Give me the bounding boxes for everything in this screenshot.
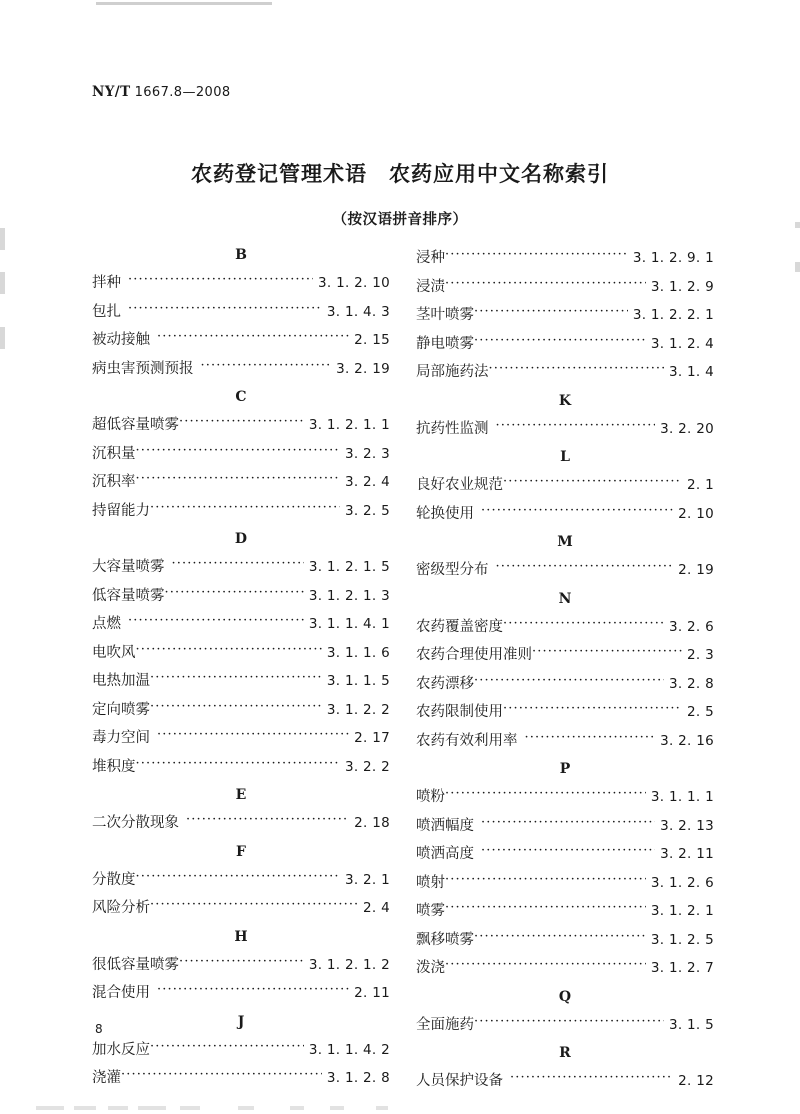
index-entry-term: 喷洒高度 xyxy=(416,846,474,862)
dot-leader xyxy=(179,415,304,429)
dot-leader xyxy=(128,273,313,287)
index-entry xyxy=(416,362,714,380)
index-entry-term: 轮换使用 xyxy=(416,505,474,522)
index-entry-reference: 3. 1. 2. 4 xyxy=(650,335,714,352)
index-entry-reference: 2. 5 xyxy=(687,704,714,720)
index-entry xyxy=(416,475,714,493)
scan-artifact-left-2 xyxy=(0,272,5,294)
dot-leader xyxy=(445,787,646,801)
title-block xyxy=(0,160,800,229)
index-entry-reference: 2. 17 xyxy=(354,730,390,746)
running-header xyxy=(92,84,231,100)
index-entry-term: 分散度 xyxy=(92,871,136,888)
index-entry-reference: 2. 19 xyxy=(678,562,714,578)
index-entry-term: 毒力空间 xyxy=(92,730,150,746)
index-entry-term: 拌种 xyxy=(92,275,121,291)
index-entry-reference: 3. 1. 1. 4. 1 xyxy=(308,616,390,632)
dot-leader xyxy=(474,334,646,348)
index-entry xyxy=(92,1040,390,1058)
dot-leader xyxy=(150,1040,304,1054)
dot-leader xyxy=(474,305,628,319)
dot-leader xyxy=(165,586,304,600)
section-letter-r: R xyxy=(559,1045,571,1061)
index-entry-reference: 3. 1. 2. 1. 3 xyxy=(308,587,390,604)
index-entry xyxy=(92,330,390,348)
index-entry-reference: 2. 18 xyxy=(354,815,390,831)
page-subtitle: （按汉语拼音排序） xyxy=(332,211,468,229)
index-entry-term: 农药合理使用准则 xyxy=(416,647,532,663)
dot-leader xyxy=(157,330,349,344)
section-letter-q: Q xyxy=(558,988,572,1005)
dot-leader xyxy=(201,359,332,373)
dot-leader xyxy=(121,1068,322,1082)
index-entry-term: 喷洒幅度 xyxy=(416,817,474,834)
index-entry xyxy=(416,617,714,635)
index-entry xyxy=(416,248,714,266)
dot-leader xyxy=(445,958,646,972)
index-entry-reference: 3. 1. 2. 5 xyxy=(650,931,714,948)
scan-artifact-top xyxy=(96,2,272,5)
index-entry-term: 抗药性监测 xyxy=(416,420,489,437)
index-entry-term: 沉积率 xyxy=(92,474,136,490)
index-entry xyxy=(92,586,390,604)
index-entry-reference: 3. 1. 1. 5 xyxy=(326,673,390,689)
index-entry-reference: 3. 2. 16 xyxy=(660,732,714,749)
dot-leader xyxy=(481,844,655,858)
index-entry-reference: 3. 1. 2. 7 xyxy=(650,960,714,976)
section-letter-f: F xyxy=(236,843,246,860)
scan-artifact-bottom-7 xyxy=(290,1106,304,1110)
dot-leader xyxy=(150,898,358,912)
index-entry-term: 密级型分布 xyxy=(416,562,489,578)
section-letter-e: E xyxy=(235,787,247,803)
index-entry-term: 电热加温 xyxy=(92,673,150,689)
index-entry-reference: 3. 1. 2. 1 xyxy=(650,903,714,919)
index-entry xyxy=(416,901,714,919)
index-entry xyxy=(92,273,390,291)
index-entry xyxy=(416,930,714,948)
scan-artifact-left-1 xyxy=(0,228,5,250)
index-entry-reference: 3. 2. 20 xyxy=(660,420,714,437)
scan-artifact-bottom-1 xyxy=(36,1106,64,1110)
dot-leader xyxy=(128,302,322,316)
standard-prefix: NY/T xyxy=(92,84,131,100)
index-entry-term: 电吹风 xyxy=(92,644,136,661)
index-entry-term: 风险分析 xyxy=(92,900,150,916)
scan-artifact-bottom-5 xyxy=(180,1106,200,1110)
index-entry-reference: 3. 2. 4 xyxy=(344,474,390,490)
dot-leader xyxy=(510,1071,673,1085)
index-entry-term: 人员保护设备 xyxy=(416,1073,503,1089)
index-entry xyxy=(92,671,390,689)
index-entry xyxy=(92,813,390,831)
index-entry-reference: 3. 1. 1. 1 xyxy=(650,789,714,805)
index-entry xyxy=(92,700,390,718)
index-entry xyxy=(416,645,714,663)
index-entry-term: 点燃 xyxy=(92,616,121,632)
section-letter-k: K xyxy=(558,392,572,409)
dot-leader xyxy=(128,614,304,628)
title-part-standard-name: 农药登记管理术语 xyxy=(191,161,367,186)
dot-leader xyxy=(136,444,340,458)
index-entry xyxy=(416,844,714,862)
index-entry-term: 堆积度 xyxy=(92,758,136,775)
scan-artifact-bottom-4 xyxy=(138,1106,166,1110)
index-entry-term: 包扎 xyxy=(92,303,121,320)
index-entry-reference: 2. 3 xyxy=(687,647,714,663)
index-entry xyxy=(416,504,714,522)
index-entry-reference: 3. 1. 2. 1. 5 xyxy=(308,559,390,575)
index-entry-term: 持留能力 xyxy=(92,502,150,519)
index-entry-reference: 3. 1. 2. 9 xyxy=(650,278,714,295)
index-entry-reference: 3. 1. 2. 10 xyxy=(318,275,390,291)
section-letter-n: N xyxy=(558,590,572,607)
dot-leader xyxy=(172,557,304,571)
index-entry xyxy=(92,757,390,775)
index-entry-reference: 3. 2. 5 xyxy=(344,502,390,519)
index-entry-term: 农药限制使用 xyxy=(416,704,503,720)
index-entry-term: 农药有效利用率 xyxy=(416,732,518,749)
index-entry-reference: 2. 12 xyxy=(678,1073,714,1089)
index-entry-reference: 3. 1. 2. 2. 1 xyxy=(632,307,714,323)
index-entry xyxy=(92,955,390,973)
dot-leader xyxy=(503,617,664,631)
index-entry xyxy=(92,728,390,746)
dot-leader xyxy=(525,731,656,745)
index-entry-reference: 3. 1. 2. 6 xyxy=(650,874,714,891)
index-entry-term: 浸种 xyxy=(416,250,445,266)
index-entry-reference: 3. 2. 19 xyxy=(336,360,390,377)
dot-leader xyxy=(489,362,664,376)
index-entry-reference: 3. 2. 8 xyxy=(668,675,714,692)
index-entry-term: 喷粉 xyxy=(416,789,445,805)
scan-artifact-bottom-8 xyxy=(330,1106,344,1110)
index-entry-term: 被动接触 xyxy=(92,332,150,348)
dot-leader xyxy=(532,645,682,659)
dot-leader xyxy=(503,702,682,716)
dot-leader xyxy=(186,813,349,827)
index-entry xyxy=(416,674,714,692)
index-entry-term: 病虫害预测预报 xyxy=(92,360,194,377)
index-entry-reference: 3. 1. 2. 9. 1 xyxy=(632,250,714,266)
index-entry-term: 喷雾 xyxy=(416,903,445,919)
index-entry-term: 全面施药 xyxy=(416,1016,474,1033)
page-title xyxy=(0,160,800,187)
index-entry xyxy=(92,359,390,377)
index-entry-reference: 2. 11 xyxy=(354,985,390,1001)
index-entry xyxy=(92,870,390,888)
index-entry-reference: 3. 2. 1 xyxy=(344,871,390,888)
index-entry-term: 静电喷雾 xyxy=(416,335,474,352)
index-entry-reference: 3. 2. 3 xyxy=(344,445,390,462)
scan-artifact-right-2 xyxy=(795,262,800,272)
index-entry-reference: 3. 1. 2. 1. 1 xyxy=(308,417,390,433)
dot-leader xyxy=(150,501,340,515)
dot-leader xyxy=(445,277,646,291)
index-entry-term: 超低容量喷雾 xyxy=(92,417,179,433)
index-entry xyxy=(416,1015,714,1033)
index-entry xyxy=(92,643,390,661)
index-entry-reference: 2. 4 xyxy=(363,900,390,916)
index-entry-term: 沉积量 xyxy=(92,445,136,462)
index-entry-reference: 3. 1. 4 xyxy=(668,364,714,380)
dot-leader xyxy=(481,504,673,518)
index-entry xyxy=(416,277,714,295)
index-entry-term: 大容量喷雾 xyxy=(92,559,165,575)
index-entry-reference: 2. 10 xyxy=(678,505,714,522)
index-entry xyxy=(416,1071,714,1089)
index-entry-reference: 3. 1. 2. 2 xyxy=(326,701,390,718)
index-entry-term: 茎叶喷雾 xyxy=(416,307,474,323)
dot-leader xyxy=(136,757,340,771)
section-letter-b: B xyxy=(235,247,247,263)
scan-artifact-bottom-2 xyxy=(74,1106,96,1110)
index-entry-reference: 3. 1. 1. 6 xyxy=(326,644,390,661)
dot-leader xyxy=(503,475,682,489)
dot-leader xyxy=(136,643,322,657)
dot-leader xyxy=(474,930,646,944)
index-entry xyxy=(92,415,390,433)
dot-leader xyxy=(496,419,656,433)
index-entry xyxy=(92,557,390,575)
index-entry xyxy=(416,702,714,720)
index-entry-term: 喷射 xyxy=(416,874,445,891)
scan-artifact-bottom-9 xyxy=(376,1106,388,1110)
dot-leader xyxy=(474,674,664,688)
dot-leader xyxy=(150,671,322,685)
index-entry xyxy=(416,334,714,352)
dot-leader xyxy=(496,560,674,574)
index-entry-reference: 2. 15 xyxy=(354,332,390,348)
title-part-index-name: 农药应用中文名称索引 xyxy=(389,161,609,186)
index-entry xyxy=(416,958,714,976)
index-entry-reference: 3. 2. 11 xyxy=(660,846,714,862)
index-entry-term: 混合使用 xyxy=(92,985,150,1001)
index-column-right xyxy=(416,248,714,1100)
index-entry-term: 农药漂移 xyxy=(416,675,474,692)
index-columns xyxy=(92,248,714,1100)
index-entry-reference: 3. 2. 13 xyxy=(660,817,714,834)
scan-artifact-bottom-3 xyxy=(108,1106,128,1110)
index-entry-term: 低容量喷雾 xyxy=(92,587,165,604)
dot-leader xyxy=(150,700,322,714)
scan-artifact-left-3 xyxy=(0,327,5,349)
dot-leader xyxy=(157,728,349,742)
section-letter-j: J xyxy=(237,1013,245,1030)
dot-leader xyxy=(445,901,646,915)
index-entry-reference: 3. 1. 4. 3 xyxy=(326,303,390,320)
index-entry-term: 泼浇 xyxy=(416,960,445,976)
index-entry-reference: 3. 1. 2. 1. 2 xyxy=(308,956,390,973)
index-entry xyxy=(416,731,714,749)
index-entry xyxy=(92,444,390,462)
index-entry-reference: 3. 1. 1. 4. 2 xyxy=(308,1041,390,1058)
standard-number: 1667.8—2008 xyxy=(134,85,231,100)
section-letter-l: L xyxy=(560,449,570,465)
index-entry-term: 农药覆盖密度 xyxy=(416,618,503,635)
dot-leader xyxy=(445,873,646,887)
dot-leader xyxy=(136,472,340,486)
section-letter-p: P xyxy=(559,761,571,777)
dot-leader xyxy=(481,816,655,830)
index-entry xyxy=(92,472,390,490)
index-entry xyxy=(416,305,714,323)
dot-leader xyxy=(136,870,340,884)
section-letter-c: C xyxy=(235,389,247,405)
index-entry xyxy=(416,419,714,437)
scan-artifact-bottom-6 xyxy=(238,1106,254,1110)
index-entry-term: 二次分散现象 xyxy=(92,815,179,831)
index-entry xyxy=(92,302,390,320)
section-letter-m: M xyxy=(557,534,573,550)
index-entry-reference: 2. 1 xyxy=(687,477,714,493)
index-entry xyxy=(416,560,714,578)
section-letter-d: D xyxy=(234,531,248,547)
page-number: 8 xyxy=(95,1022,103,1036)
index-entry xyxy=(92,1068,390,1086)
dot-leader xyxy=(445,248,628,262)
index-entry-term: 良好农业规范 xyxy=(416,477,503,493)
index-entry xyxy=(92,898,390,916)
dot-leader xyxy=(179,955,304,969)
index-entry-reference: 3. 1. 2. 8 xyxy=(326,1070,390,1086)
index-entry xyxy=(416,787,714,805)
index-entry-reference: 3. 2. 6 xyxy=(668,618,714,635)
index-entry xyxy=(92,983,390,1001)
index-column-left xyxy=(92,248,390,1100)
index-entry-term: 很低容量喷雾 xyxy=(92,956,179,973)
index-entry-reference: 3. 2. 2 xyxy=(344,758,390,775)
index-entry xyxy=(92,614,390,632)
index-entry-term: 加水反应 xyxy=(92,1041,150,1058)
index-entry xyxy=(416,816,714,834)
index-entry-term: 定向喷雾 xyxy=(92,701,150,718)
index-entry-term: 浇灌 xyxy=(92,1070,121,1086)
dot-leader xyxy=(157,983,349,997)
index-entry-term: 浸渍 xyxy=(416,278,445,295)
index-entry-term: 飘移喷雾 xyxy=(416,931,474,948)
index-entry xyxy=(92,501,390,519)
index-entry-term: 局部施药法 xyxy=(416,364,489,380)
index-entry xyxy=(416,873,714,891)
index-entry-reference: 3. 1. 5 xyxy=(668,1016,714,1033)
dot-leader xyxy=(474,1015,664,1029)
section-letter-h: H xyxy=(234,928,248,945)
